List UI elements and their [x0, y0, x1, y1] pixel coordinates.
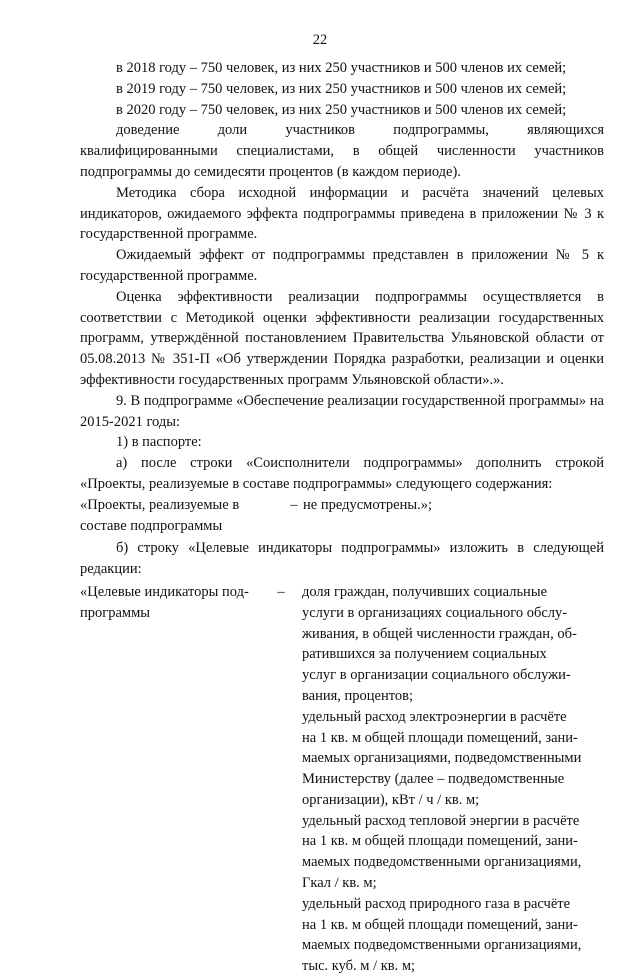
indicators-dash: –	[277, 583, 285, 600]
indicators-term-line-1: «Целевые индикаторы под-	[80, 583, 249, 600]
indicator-item-social-services	[302, 582, 604, 707]
page-number: 22	[312, 32, 328, 48]
projects-dash: –	[290, 496, 298, 513]
line-2019: в 2019 году – 750 человек, из них 250 участников и 500 членов их семей;	[116, 80, 567, 97]
indicator-line: Министерству (далее – подведомственные	[302, 771, 565, 788]
indicator-line: вания, процентов;	[302, 687, 414, 704]
indicator-line: услуг в организации социального обслужи-	[302, 667, 571, 684]
indicators-list	[302, 582, 604, 977]
indicator-line: услуги в организациях социального обслу-	[302, 604, 568, 621]
line-2018: в 2018 году – 750 человек, из них 250 участников и 500 членов их семей;	[116, 60, 567, 76]
item-a: а) после строки «Соисполнители подпрограммы» дополнить строкой «Проекты, реализуемые в составе подпрограммы» следующего содержания:	[80, 455, 604, 492]
line-2020: в 2020 году – 750 человек, из них 250 участников и 500 членов их семей;	[116, 101, 567, 118]
indicators-term-line-2: программы	[80, 604, 150, 621]
projects-row	[80, 495, 604, 537]
item-1: 1) в паспорте:	[116, 434, 202, 451]
indicator-line: на 1 кв. м общей площади помещений, зани-	[302, 833, 578, 850]
indicator-line: удельный расход электроэнергии в расчёте	[302, 708, 567, 725]
indicator-line: на 1 кв. м общей площади помещений, зани-	[302, 916, 578, 933]
document-body	[80, 58, 604, 977]
indicators-row	[80, 582, 604, 977]
paragraph-evaluation: Оценка эффективности реализации подпрограммы осуществляется в соответствии с Методикой оценки эффективности реализации государственных программ, утверждённой постановлением Правительства Ульяновской области от 05.08.2013 № 351-П «Об утверждении Порядка разработки, реализации и оценки эффективности государственных программ Ульяновской области».».	[80, 288, 604, 388]
indicator-line: маемых подведомственными организациями,	[302, 854, 582, 871]
paragraph-share: доведение доли участников подпрограммы, являющихся квалифицированными специалистами, в общей численности участников подпрограммы до семидесяти процентов (в каждом периоде).	[80, 122, 604, 180]
item-b: б) строку «Целевые индикаторы подпрограммы» изложить в следующей редакции:	[80, 540, 604, 578]
indicator-line: доля граждан, получивших социальные	[302, 583, 547, 600]
projects-term: «Проекты, реализуемые в составе подпрограммы	[80, 496, 240, 534]
indicator-item-heat	[302, 811, 604, 894]
indicator-item-electricity	[302, 707, 604, 811]
indicator-line: удельный расход природного газа в расчёте	[302, 895, 571, 912]
projects-value: не предусмотрены.»;	[303, 496, 432, 513]
indicator-line: организации), кВт / ч / кв. м;	[302, 791, 480, 808]
indicator-item-gas	[302, 894, 604, 977]
paragraph-method: Методика сбора исходной информации и расчёта значений целевых индикаторов, ожидаемого эффекта подпрограммы приведена в приложении № 3 к государственной программе.	[80, 184, 604, 243]
indicator-line: ратившихся за получением социальных	[302, 646, 547, 663]
indicator-line: маемых подведомственными организациями,	[302, 937, 582, 954]
paragraph-effect: Ожидаемый эффект от подпрограммы представлен в приложении № 5 к государственной программе.	[80, 247, 604, 284]
indicator-line: живания, в общей численности граждан, об-	[302, 625, 577, 642]
indicators-term	[80, 582, 260, 977]
indicator-line: Гкал / кв. м;	[302, 875, 377, 892]
item-9: 9. В подпрограмме «Обеспечение реализации государственной программы» на 2015-2021 годы:	[80, 392, 604, 430]
indicator-line: удельный расход тепловой энергии в расчёте	[302, 812, 580, 829]
indicator-line: на 1 кв. м общей площади помещений, зани-	[302, 729, 578, 746]
indicator-line: маемых организациями, подведомственными	[302, 750, 582, 767]
indicator-line: тыс. куб. м / кв. м;	[302, 958, 416, 975]
